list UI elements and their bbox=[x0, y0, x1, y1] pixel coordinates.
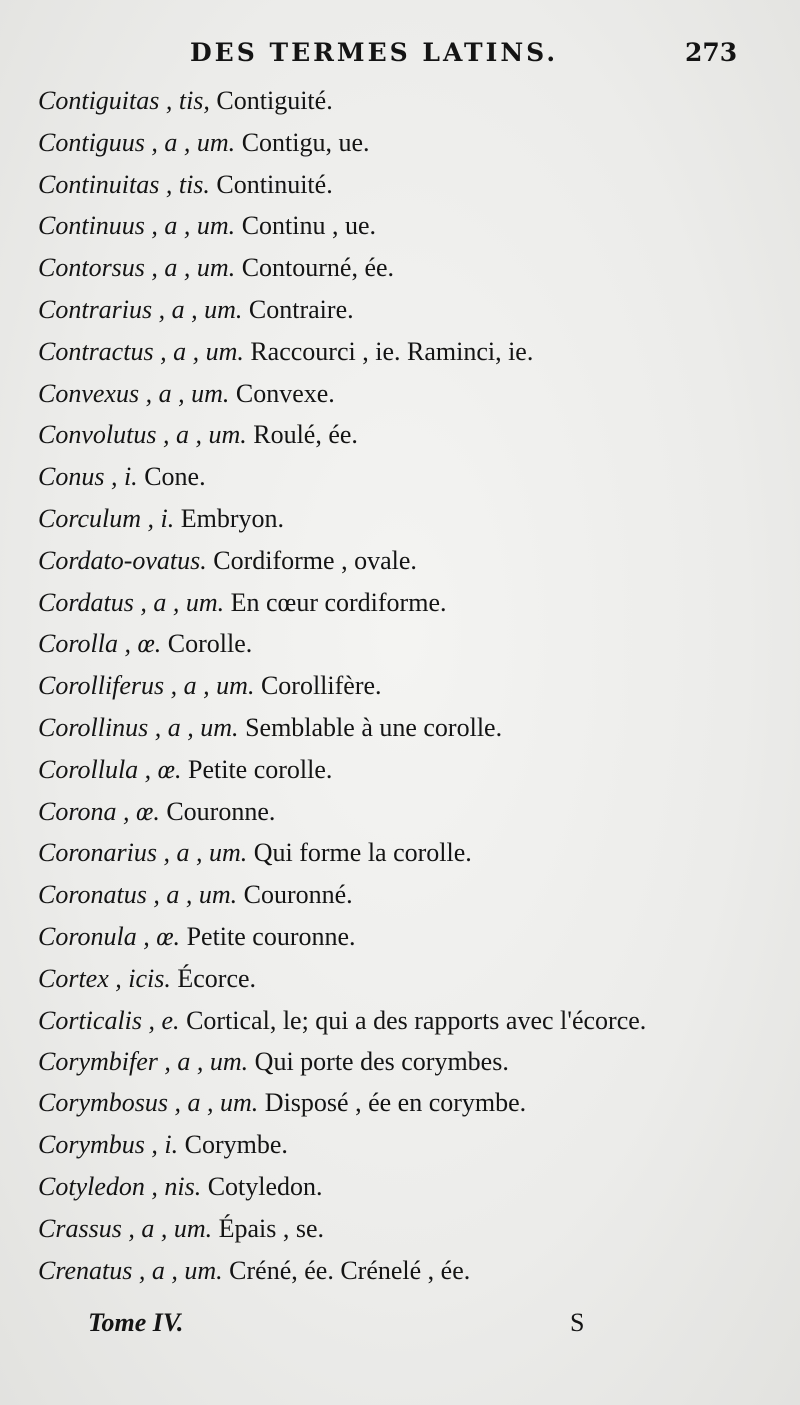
french-definition: En cœur cordiforme. bbox=[230, 587, 447, 617]
latin-term: Contiguus , a , um. bbox=[38, 127, 236, 157]
glossary-entry bbox=[38, 456, 768, 498]
latin-term: Convexus , a , um. bbox=[38, 378, 230, 408]
french-definition: Cone. bbox=[144, 462, 206, 492]
glossary-entry bbox=[38, 665, 768, 707]
latin-term: Coronatus , a , um. bbox=[38, 880, 238, 910]
glossary-entry bbox=[38, 414, 768, 456]
glossary-entry bbox=[38, 247, 768, 289]
glossary-entry bbox=[38, 707, 768, 749]
glossary-entry bbox=[38, 289, 768, 331]
latin-term: Convolutus , a , um. bbox=[38, 420, 247, 450]
french-definition: Roulé, ée. bbox=[253, 420, 358, 450]
french-definition: Petite couronne. bbox=[186, 921, 356, 951]
french-definition: Disposé , ée en corymbe. bbox=[264, 1088, 527, 1118]
latin-term: Corolla , œ. bbox=[38, 629, 162, 659]
glossary-entry bbox=[38, 832, 768, 874]
latin-term: Contorsus , a , um. bbox=[38, 253, 236, 283]
latin-term: Corymbosus , a , um. bbox=[38, 1088, 259, 1118]
latin-term: Corymbifer , a , um. bbox=[38, 1046, 249, 1076]
page-number: 273 bbox=[685, 38, 738, 67]
latin-term: Corticalis , e. bbox=[38, 1005, 180, 1035]
latin-term: Contrarius , a , um. bbox=[38, 294, 243, 324]
french-definition: Contigu, ue. bbox=[241, 127, 370, 157]
latin-term: Contiguitas , tis, bbox=[38, 86, 210, 115]
running-head bbox=[0, 38, 800, 78]
latin-term: Cordato-ovatus. bbox=[38, 545, 207, 575]
glossary-entry bbox=[38, 498, 768, 540]
glossary-entry bbox=[38, 916, 768, 958]
latin-term: Corona , œ. bbox=[38, 796, 160, 826]
french-definition: Contourné, ée. bbox=[241, 253, 395, 283]
glossary-entry bbox=[38, 373, 768, 415]
glossary-entry bbox=[38, 331, 768, 373]
latin-term: Continuitas , tis. bbox=[38, 169, 210, 199]
french-definition: Continuité. bbox=[216, 169, 333, 199]
french-definition: Contiguité. bbox=[216, 86, 333, 115]
glossary-entry bbox=[38, 1166, 768, 1208]
french-definition: Qui porte des corymbes. bbox=[254, 1046, 509, 1076]
page-footer bbox=[0, 1308, 800, 1348]
french-definition: Cotyledon. bbox=[207, 1171, 323, 1201]
latin-term: Cordatus , a , um. bbox=[38, 587, 225, 617]
latin-term: Corymbus , i. bbox=[38, 1130, 179, 1160]
glossary-entry bbox=[38, 1250, 768, 1292]
running-title: DES TERMES LATINS. bbox=[190, 38, 559, 67]
french-definition: Créné, ée. Crénelé , ée. bbox=[229, 1255, 471, 1285]
latin-term: Coronarius , a , um. bbox=[38, 838, 248, 868]
french-definition: Petite corolle. bbox=[188, 754, 333, 784]
volume-label: Tome IV. bbox=[88, 1308, 184, 1337]
latin-term: Corolliferus , a , um. bbox=[38, 671, 255, 701]
glossary-entry bbox=[38, 164, 768, 206]
french-definition: Corolle. bbox=[167, 629, 253, 659]
french-definition: Corollifère. bbox=[260, 671, 382, 701]
glossary-entry bbox=[38, 749, 768, 791]
french-definition: Cortical, le; qui a des rapports avec l'écorce. bbox=[186, 1005, 647, 1035]
signature-mark: S bbox=[570, 1308, 585, 1337]
french-definition: Écorce. bbox=[177, 963, 257, 993]
latin-term: Coronula , œ. bbox=[38, 921, 181, 951]
french-definition: Embryon. bbox=[180, 503, 285, 533]
glossary-entry bbox=[38, 1082, 768, 1124]
french-definition: Couronné. bbox=[243, 880, 353, 910]
latin-term: Contractus , a , um. bbox=[38, 336, 244, 366]
latin-term: Corollula , œ. bbox=[38, 754, 182, 784]
latin-term: Corculum , i. bbox=[38, 503, 175, 533]
french-definition: Contraire. bbox=[248, 294, 354, 324]
french-definition: Convexe. bbox=[235, 378, 335, 408]
glossary-entry bbox=[38, 1124, 768, 1166]
latin-term: Conus , i. bbox=[38, 462, 138, 492]
latin-term: Cotyledon , nis. bbox=[38, 1171, 202, 1201]
glossary-entry bbox=[38, 582, 768, 624]
latin-term: Crenatus , a , um. bbox=[38, 1255, 223, 1285]
glossary-entry bbox=[38, 1041, 768, 1083]
glossary-entry bbox=[38, 122, 768, 164]
glossary-entries bbox=[38, 80, 768, 1291]
latin-term: Corollinus , a , um. bbox=[38, 712, 239, 742]
french-definition: Couronne. bbox=[166, 796, 276, 826]
glossary-entry bbox=[38, 958, 768, 1000]
latin-term: Crassus , a , um. bbox=[38, 1213, 213, 1243]
french-definition: Raccourci , ie. Raminci, ie. bbox=[250, 336, 534, 366]
glossary-entry bbox=[38, 205, 768, 247]
latin-term: Cortex , icis. bbox=[38, 963, 171, 993]
glossary-entry bbox=[38, 1208, 768, 1250]
glossary-entry bbox=[38, 1000, 768, 1041]
french-definition: Continu , ue. bbox=[241, 211, 377, 241]
french-definition: Semblable à une corolle. bbox=[245, 712, 503, 742]
french-definition: Qui forme la corolle. bbox=[253, 838, 472, 868]
glossary-entry bbox=[38, 874, 768, 916]
glossary-entry bbox=[38, 623, 768, 665]
latin-term: Continuus , a , um. bbox=[38, 211, 236, 241]
glossary-entry bbox=[38, 80, 768, 122]
french-definition: Cordiforme , ovale. bbox=[213, 545, 417, 575]
glossary-entry bbox=[38, 791, 768, 833]
glossary-entry bbox=[38, 540, 768, 582]
french-definition: Épais , se. bbox=[218, 1213, 325, 1243]
french-definition: Corymbe. bbox=[184, 1130, 288, 1160]
